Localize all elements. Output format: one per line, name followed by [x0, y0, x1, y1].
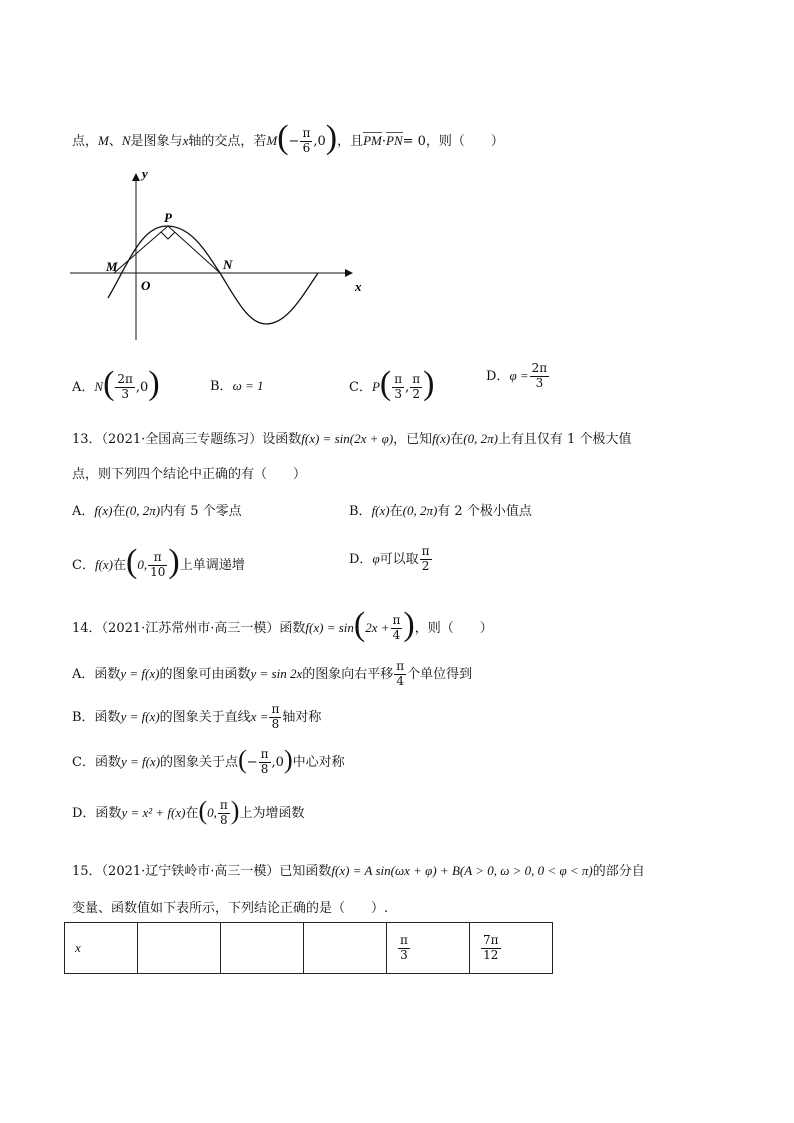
stem-text: ，已知	[393, 432, 433, 447]
function-expr: f(x) = A sin(ωx + φ) + B	[331, 863, 460, 878]
stem-text: 上有且仅有 1 个极大值	[497, 432, 632, 447]
function-expr: f(x)	[432, 431, 451, 446]
option-text: 的图象关于直线	[159, 709, 251, 725]
function-expr: y = f(x)	[120, 754, 161, 769]
q12-intro-line: 点，M、N是图象与x轴的交点，若M(− $\frac{\pi}{6}$ ,0)，且PM·PN= 0，则（ ）	[72, 119, 504, 156]
option-label: B．	[349, 504, 372, 519]
option-text: 可以取	[379, 551, 419, 567]
function-expr: f(x)	[371, 503, 390, 518]
intro-text: 点，	[72, 134, 99, 149]
fraction: $\frac{2\pi}{3}$	[531, 361, 548, 390]
segment-PN	[168, 226, 220, 273]
table-cell	[387, 923, 470, 974]
option-text: 有 2 个极小值点	[437, 504, 532, 519]
function-expr: y = f(x)	[120, 708, 160, 724]
q12-option-B[interactable]	[210, 375, 264, 394]
q14-option-C[interactable]: C．函数y = f(x)的图象关于点(− $\frac{\pi}{8}$ ,0)中心对称	[72, 745, 345, 776]
option-text: 在	[389, 504, 403, 519]
option-label: C．	[349, 380, 372, 395]
q14-option-D[interactable]: D．函数y = x² + f(x)在(0, $\frac{\pi}{8}$ )上为增函数	[72, 796, 305, 827]
q14-option-B[interactable]	[72, 703, 321, 732]
fraction: $\frac{\pi}{10}$	[150, 550, 166, 579]
graph-label-P: P	[164, 210, 172, 225]
option-text: C．函数	[72, 755, 121, 770]
q14-option-A[interactable]	[72, 660, 472, 689]
coord-zero: ,0	[313, 134, 326, 149]
fraction: $\frac{7\pi}{12}$	[483, 932, 499, 962]
point-M: M	[98, 133, 109, 148]
stem-text: 在	[450, 432, 464, 447]
stem-text: ，则（ ）	[414, 621, 493, 636]
fraction: $\frac{\pi}{8}$	[219, 798, 228, 827]
option-text: 的图象可由函数	[159, 666, 251, 682]
option-text: 个单位得到	[407, 666, 473, 682]
stem-text: 14．（2021·江苏常州市·高三一模）函数	[72, 621, 306, 636]
segment-PM	[114, 226, 168, 273]
option-label: D．	[349, 551, 373, 567]
option-text: 上单调递增	[179, 558, 245, 573]
fraction: $\frac{\pi}{8}$	[260, 747, 269, 776]
table-cell	[470, 923, 553, 974]
interval-start: 0,	[137, 557, 148, 572]
option-text: 在	[185, 806, 199, 821]
line-expr: x =	[250, 708, 269, 724]
interval-start: 0,	[207, 805, 217, 820]
fraction: $\frac{2\pi}{3}$	[117, 372, 133, 401]
coord-tail: ,0	[135, 380, 149, 395]
function-expr: f(x) = sin(2x + φ)	[301, 431, 394, 446]
values-table	[64, 922, 553, 974]
table-cell	[304, 923, 387, 974]
q13-option-C[interactable]: C．f(x)在(0, $\frac{\pi}{10}$ )上单调递增	[72, 543, 245, 580]
q13-option-A[interactable]	[72, 500, 242, 519]
fraction: $\frac{\pi}{3}$	[394, 372, 403, 401]
axis-label-x: x	[355, 279, 362, 294]
minus-sign: −	[246, 755, 258, 770]
intro-text: ，且	[337, 134, 364, 149]
option-text: B．函数	[72, 709, 121, 725]
right-angle-mark	[161, 232, 175, 239]
fraction: $\frac{\pi}{3}$	[400, 932, 408, 962]
option-text: D．函数	[72, 806, 122, 821]
function-arg: 2x +	[365, 620, 390, 635]
table-row	[65, 923, 553, 974]
fraction: $\frac{\pi}{4}$	[392, 613, 401, 642]
option-label: D．	[486, 368, 510, 384]
fraction: $\frac{\pi}{2}$	[421, 544, 430, 573]
axis-label-y: y	[142, 166, 148, 181]
function-expr: y = x² + f(x)	[121, 805, 186, 820]
option-text: 上为增函数	[239, 806, 305, 821]
sine-curve	[108, 226, 318, 324]
point-M-coord: M	[266, 133, 278, 148]
table-header-x: x	[65, 923, 138, 974]
intro-sep: 、	[108, 134, 122, 149]
minus-sign: −	[288, 134, 300, 149]
table-cell	[138, 923, 221, 974]
graph-label-N: N	[223, 257, 233, 272]
option-text: A．函数	[72, 666, 121, 682]
stem-text: 13．（2021·全国高三专题练习）设函数	[72, 432, 302, 447]
q12-option-D[interactable]	[486, 362, 550, 391]
coord-tail: ,0	[271, 755, 284, 770]
function-expr: y = sin 2x	[250, 665, 303, 681]
option-text: 在	[113, 558, 127, 573]
function-expr: f(x)	[94, 503, 113, 518]
option-text: 中心对称	[292, 755, 345, 770]
stem-text: 的部分自	[592, 864, 645, 879]
option-text: 在	[112, 504, 126, 519]
q12-option-A[interactable]: A．N( $\frac{2\pi}{3}$ ,0)	[72, 365, 160, 402]
point-N: N	[94, 379, 104, 394]
option-label: A．	[72, 380, 95, 395]
condition-expr: (A > 0, ω > 0, 0 < φ < π)	[459, 863, 593, 878]
function-expr: f(x) = sin	[305, 620, 354, 635]
option-label: A．	[72, 504, 95, 519]
interval: (0, 2π)	[402, 503, 438, 518]
interval: (0, 2π)	[125, 503, 161, 518]
stem-text: 点，则下列四个结论中正确的有（ ）	[72, 467, 307, 482]
fraction-pi-6: $\frac{\pi}{6}$	[302, 126, 311, 155]
q12-option-C[interactable]: C．P( $\frac{\pi}{3}$ , $\frac{\pi}{2}$ )	[349, 365, 435, 402]
var-x: x	[182, 133, 189, 148]
graph-label-M: M	[106, 259, 118, 274]
q15-stem-line2	[72, 897, 388, 916]
option-text: 轴对称	[282, 709, 322, 725]
sine-graph	[60, 160, 380, 350]
point-N: N	[121, 133, 131, 148]
vector-PN: PN	[386, 133, 403, 148]
q13-stem-line2	[72, 463, 306, 482]
stem-text: 变量、函数值如下表所示，下列结论正确的是（ ）.	[72, 901, 389, 916]
phi-expr: φ =	[509, 367, 529, 383]
option-text: 内有 5 个零点	[160, 504, 242, 519]
point-P: P	[371, 379, 380, 394]
omega-expr: ω = 1	[232, 378, 264, 393]
stem-text: 15．（2021·辽宁铁岭市·高三一模）已知函数	[72, 864, 332, 879]
q13-stem-line1	[72, 428, 631, 447]
option-text: 的图象关于点	[160, 755, 239, 770]
intro-text: ，则（ ）	[425, 134, 504, 149]
option-label: C．	[72, 558, 95, 573]
q13-option-D[interactable]	[349, 545, 433, 574]
q13-option-B[interactable]	[349, 500, 532, 519]
fraction: $\frac{\pi}{4}$	[396, 659, 405, 688]
function-expr: y = f(x)	[120, 665, 160, 681]
q15-stem-line1	[72, 860, 645, 879]
equals-zero: = 0	[402, 134, 426, 149]
dot-op: ·	[381, 134, 386, 149]
graph-label-O: O	[141, 278, 151, 293]
table-cell	[221, 923, 304, 974]
fraction: $\frac{\pi}{8}$	[271, 702, 280, 731]
interval: (0, 2π)	[463, 431, 498, 446]
phi-symbol: φ	[372, 550, 380, 566]
intro-text: 是图象与	[130, 134, 183, 149]
q14-stem: 14．（2021·江苏常州市·高三一模）函数f(x) = sin(2x + $\frac{\pi}{4}$ )，则（ ）	[72, 606, 493, 643]
fraction: $\frac{\pi}{2}$	[412, 372, 421, 401]
vector-PM: PM	[363, 133, 382, 148]
option-label: B．	[210, 379, 233, 394]
option-text: 的图象向右平移	[302, 666, 394, 682]
intro-text: 轴的交点，若	[188, 134, 267, 149]
function-expr: f(x)	[94, 557, 113, 572]
